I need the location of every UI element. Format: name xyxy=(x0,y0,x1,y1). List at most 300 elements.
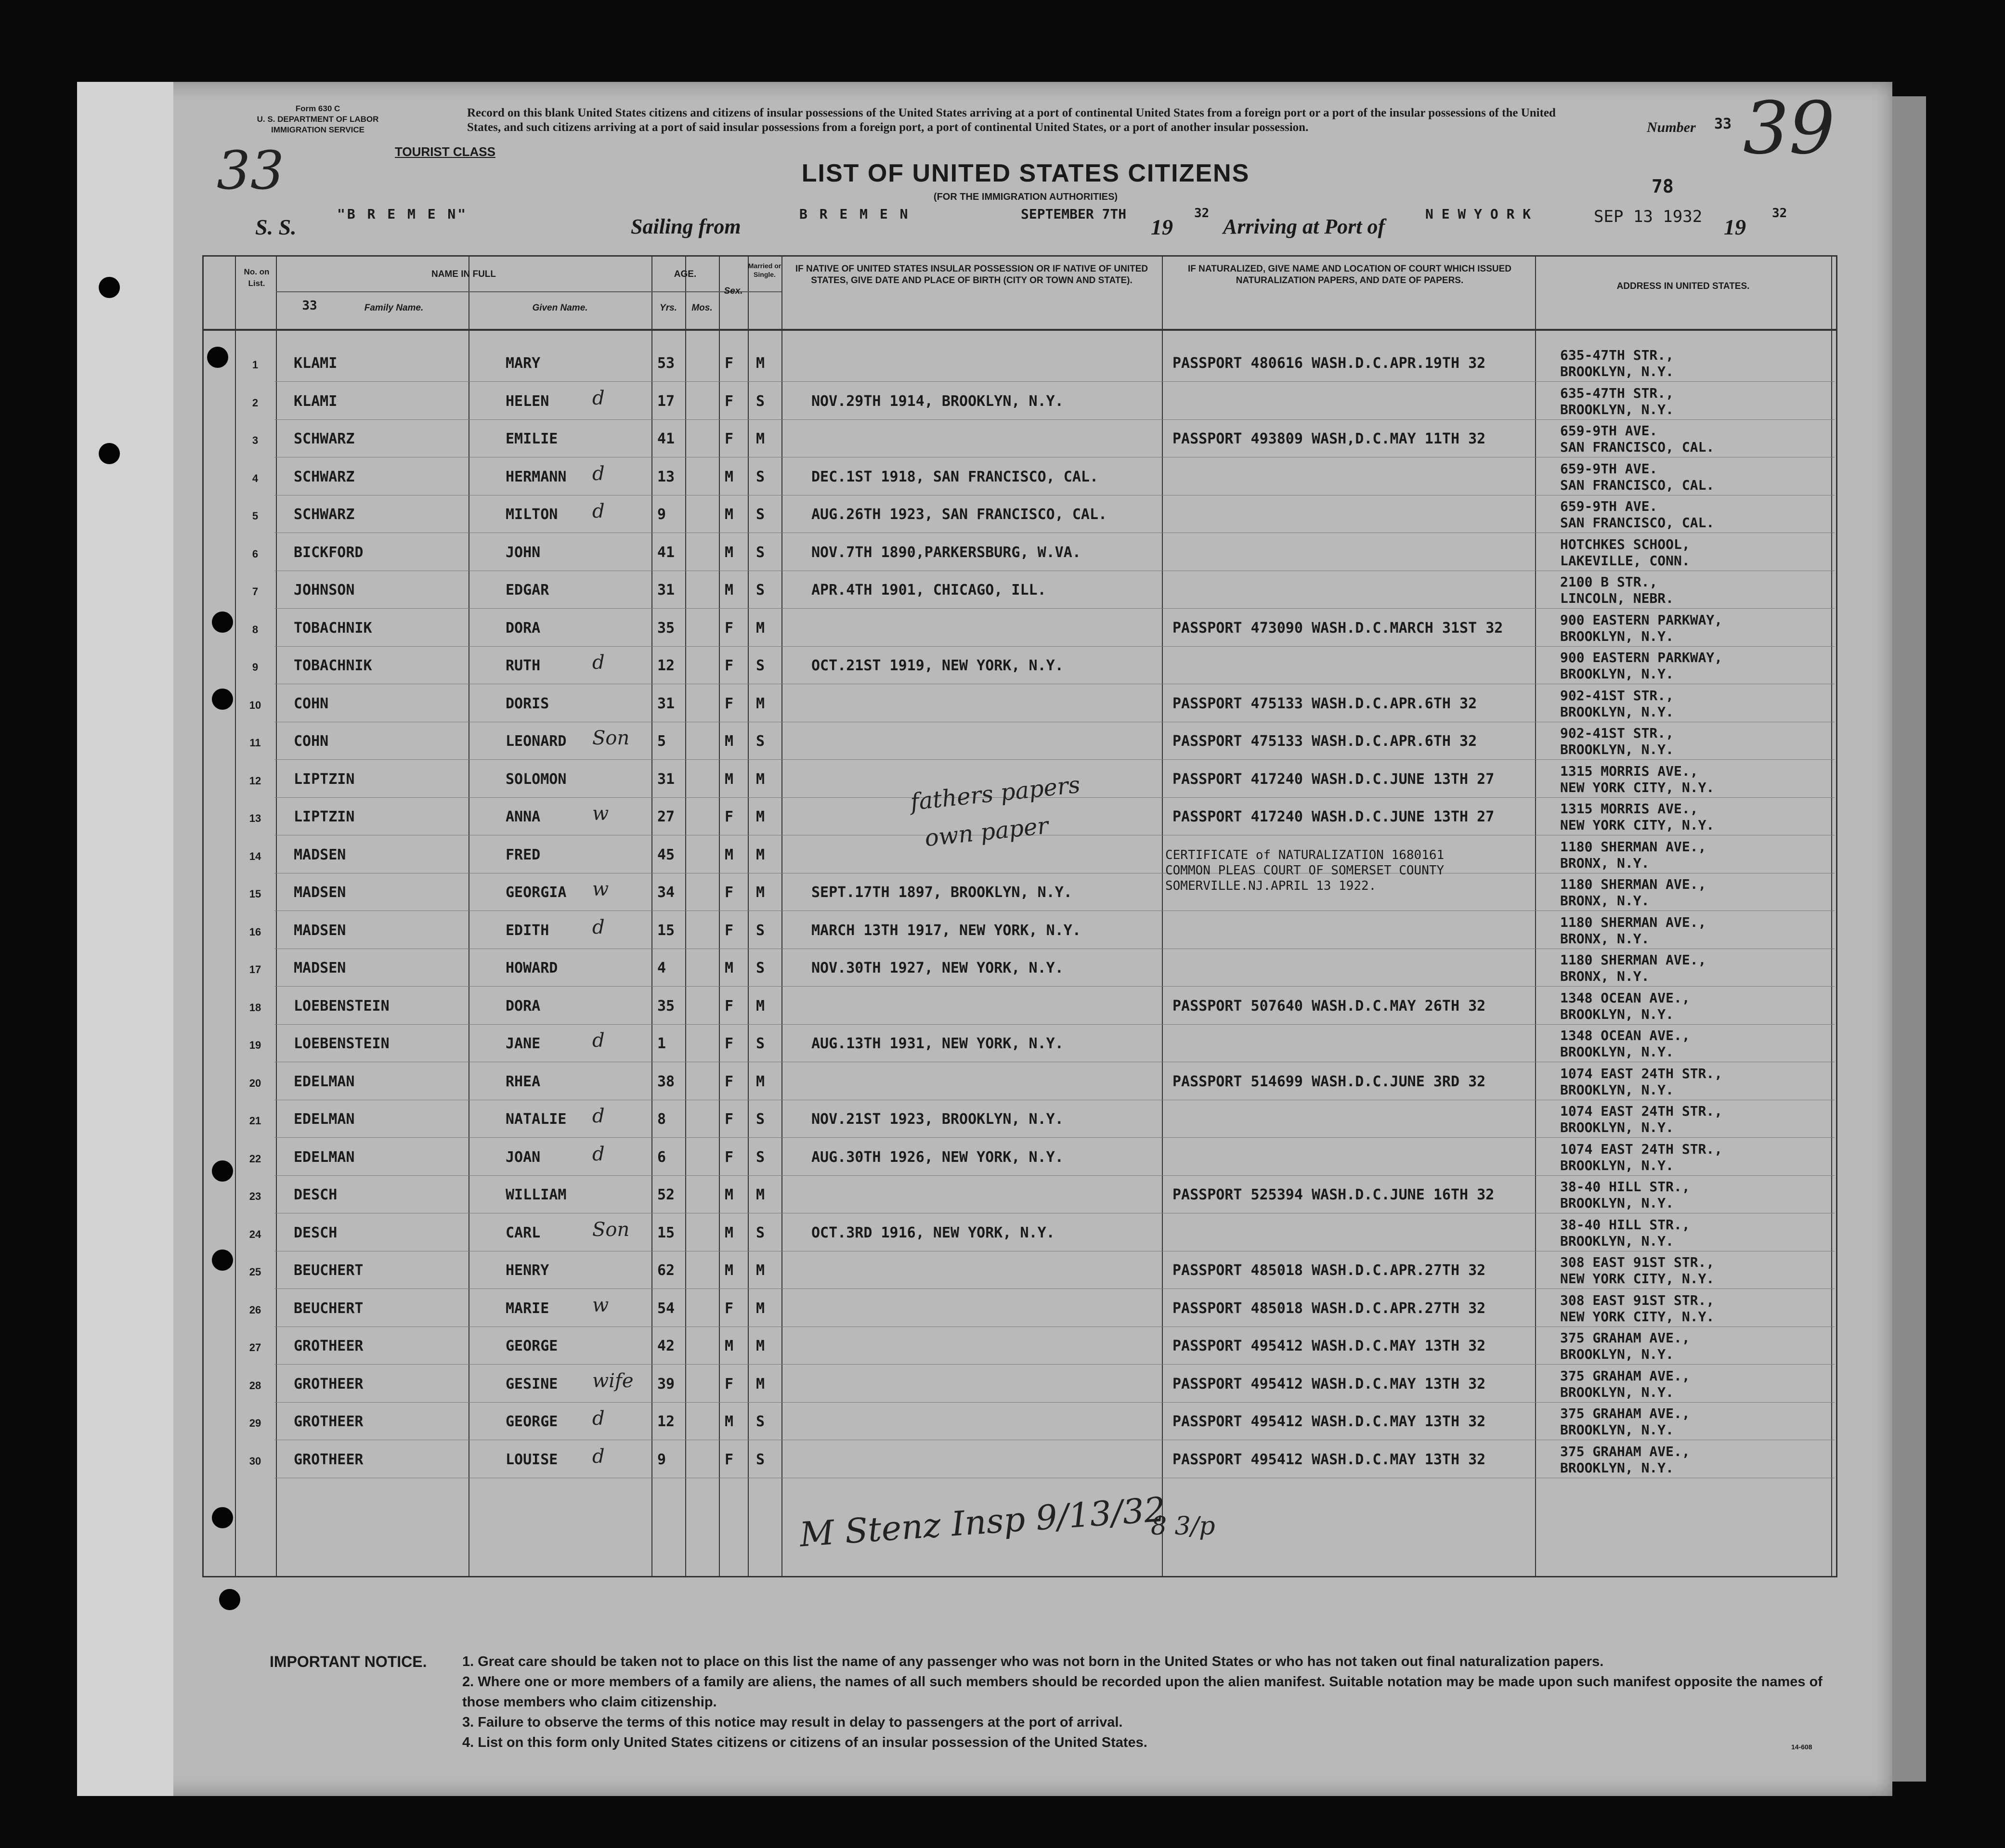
relation-note: d xyxy=(592,462,605,485)
family-name: KLAMI xyxy=(294,355,338,372)
row-number: 4 xyxy=(252,472,259,484)
sex: F xyxy=(725,997,734,1015)
given-name: MARY xyxy=(506,355,541,372)
relation-note: w xyxy=(592,1294,609,1316)
marital-status: M xyxy=(756,430,765,447)
table-row xyxy=(202,1289,1835,1327)
birth-info: AUG.13TH 1931, NEW YORK, N.Y. xyxy=(811,1035,1064,1052)
family-name: DESCH xyxy=(294,1186,338,1203)
sex: M xyxy=(725,582,734,599)
table-row xyxy=(202,1063,1835,1100)
birth-info: OCT.3RD 1916, NEW YORK, N.Y. xyxy=(811,1224,1055,1241)
inspector-signature: M Stenz Insp 9/13/32 xyxy=(798,1489,1167,1555)
row-number: 23 xyxy=(249,1190,261,1202)
table-row xyxy=(202,344,1835,382)
row-number: 9 xyxy=(252,661,259,673)
col-family-prefix: 33 xyxy=(302,299,317,313)
given-name: JANE xyxy=(506,1035,541,1052)
naturalization-info: PASSPORT 493809 WASH,D.C.MAY 11TH 32 xyxy=(1172,430,1486,447)
address: 1348 OCEAN AVE., BROOKLYN, N.Y. xyxy=(1560,989,1690,1022)
age-years: 12 xyxy=(657,1413,675,1430)
given-name: HOWARD xyxy=(506,960,558,976)
handwritten-page-mark: 8 3/p xyxy=(1151,1512,1215,1541)
sex: M xyxy=(725,733,734,750)
sex: F xyxy=(725,1375,734,1393)
relation-note: d xyxy=(592,916,605,938)
row-number: 25 xyxy=(249,1266,261,1278)
age-years: 39 xyxy=(657,1375,675,1393)
sex: M xyxy=(725,1186,734,1203)
naturalization-info: PASSPORT 495412 WASH.D.C.MAY 13TH 32 xyxy=(1172,1451,1486,1468)
col-married: Married or Single. xyxy=(748,262,781,278)
col-naturalized: IF NATURALIZED, GIVE NAME AND LOCATION OF COURT WHICH ISSUED NATURALIZATION PAPERS, AND DATE OF PAPERS. xyxy=(1187,264,1511,286)
naturalization-info: PASSPORT 475133 WASH.D.C.APR.6TH 32 xyxy=(1172,695,1477,712)
row-number: 5 xyxy=(252,510,259,522)
col-given: Given Name. xyxy=(532,303,588,313)
table-row xyxy=(202,534,1835,571)
address: 1180 SHERMAN AVE., BRONX, N.Y. xyxy=(1560,838,1706,871)
row-number: 17 xyxy=(249,963,261,976)
naturalization-info: PASSPORT 514699 WASH.D.C.JUNE 3RD 32 xyxy=(1172,1073,1486,1090)
marital-status: S xyxy=(756,733,765,750)
arriving-label: Arriving at Port of xyxy=(1223,215,1385,238)
given-name: HENRY xyxy=(506,1262,549,1279)
sex: F xyxy=(725,619,734,637)
sex: F xyxy=(725,1148,734,1166)
marital-status: S xyxy=(756,1413,765,1430)
family-name: COHN xyxy=(294,695,329,712)
family-name: TOBACHNIK xyxy=(294,657,372,674)
given-name: WILLIAM xyxy=(506,1186,567,1203)
table-row xyxy=(202,382,1835,420)
given-name: JOAN xyxy=(506,1148,541,1166)
age-years: 12 xyxy=(657,657,675,674)
given-name: RUTH xyxy=(506,657,541,674)
col-age: AGE. xyxy=(674,269,697,279)
relation-note: d xyxy=(592,1105,605,1127)
address: 659-9TH AVE. SAN FRANCISCO, CAL. xyxy=(1560,423,1715,455)
marital-status: M xyxy=(756,884,765,901)
sex: M xyxy=(725,770,734,788)
age-years: 15 xyxy=(657,1224,675,1241)
family-name: GROTHEER xyxy=(294,1338,364,1354)
age-years: 4 xyxy=(657,960,666,976)
col-name: NAME IN FULL xyxy=(431,269,496,279)
family-name: GROTHEER xyxy=(294,1375,364,1393)
age-years: 42 xyxy=(657,1338,675,1354)
marital-status: S xyxy=(756,582,765,599)
table-row xyxy=(202,1138,1835,1176)
number-label: Number xyxy=(1647,119,1696,135)
sex: M xyxy=(725,1224,734,1241)
relation-note: d xyxy=(592,1445,605,1468)
col-no: No. on List. xyxy=(244,267,270,288)
age-years: 27 xyxy=(657,808,675,825)
naturalization-info: PASSPORT 495412 WASH.D.C.MAY 13TH 32 xyxy=(1172,1338,1486,1354)
family-name: DESCH xyxy=(294,1224,338,1241)
col-native: IF NATIVE OF UNITED STATES INSULAR POSSESSION OR IF NATIVE OF UNITED STATES, GIVE DATE AND PLACE OF BIRTH (CITY OR TOWN AND STATE). xyxy=(795,264,1148,286)
marital-status: M xyxy=(756,846,765,863)
family-name: LOEBENSTEIN xyxy=(294,997,390,1015)
row-number: 28 xyxy=(249,1379,261,1392)
notice-list xyxy=(462,1652,1859,1753)
row-number: 10 xyxy=(249,699,261,711)
family-name: SCHWARZ xyxy=(294,506,355,523)
col-family: Family Name. xyxy=(364,303,424,313)
page-number-hand: 39 xyxy=(1743,87,1835,170)
address: 635-47TH STR., BROOKLYN, N.Y. xyxy=(1560,385,1674,417)
family-name: COHN xyxy=(294,733,329,750)
given-name: LOUISE xyxy=(506,1451,558,1468)
table-row xyxy=(202,685,1835,722)
table-row xyxy=(202,1251,1835,1289)
table-row xyxy=(202,1100,1835,1138)
row-number: 19 xyxy=(249,1039,261,1051)
table-row xyxy=(202,420,1835,457)
address: 375 GRAHAM AVE., BROOKLYN, N.Y. xyxy=(1560,1367,1690,1400)
age-years: 35 xyxy=(657,997,675,1015)
marital-status: S xyxy=(756,392,765,410)
birth-info: NOV.7TH 1890,PARKERSBURG, W.VA. xyxy=(811,544,1081,561)
naturalization-info: PASSPORT 480616 WASH.D.C.APR.19TH 32 xyxy=(1172,355,1486,372)
family-name: SCHWARZ xyxy=(294,468,355,485)
given-name: CARL xyxy=(506,1224,541,1241)
sex: F xyxy=(725,695,734,712)
row-number: 6 xyxy=(252,547,259,560)
age-years: 9 xyxy=(657,1451,666,1468)
family-name: BEUCHERT xyxy=(294,1262,364,1279)
sex: F xyxy=(725,1035,734,1052)
age-years: 45 xyxy=(657,846,675,863)
relation-note: d xyxy=(592,387,605,409)
arrival-stamp: SEP 13 1932 xyxy=(1594,207,1703,226)
given-name: JOHN xyxy=(506,544,541,561)
age-years: 38 xyxy=(657,1073,675,1090)
page-title: LIST OF UNITED STATES CITIZENS xyxy=(801,159,1250,187)
address: 900 EASTERN PARKWAY, BROOKLYN, N.Y. xyxy=(1560,650,1723,682)
marital-status: M xyxy=(756,808,765,825)
sex: M xyxy=(725,468,734,485)
address: 902-41ST STR., BROOKLYN, N.Y. xyxy=(1560,725,1674,757)
birth-info: DEC.1ST 1918, SAN FRANCISCO, CAL. xyxy=(811,468,1099,485)
family-name: KLAMI xyxy=(294,392,338,410)
sail-year: 32 xyxy=(1194,206,1210,221)
marital-status: M xyxy=(756,355,765,372)
page-subtitle: (FOR THE IMMIGRATION AUTHORITIES) xyxy=(933,192,1118,202)
family-name: LIPTZIN xyxy=(294,808,355,825)
table-row xyxy=(202,987,1835,1025)
address: 659-9TH AVE. SAN FRANCISCO, CAL. xyxy=(1560,498,1715,531)
sex: M xyxy=(725,1338,734,1354)
age-years: 31 xyxy=(657,770,675,788)
sex: M xyxy=(725,960,734,976)
col-sex: Sex. xyxy=(724,286,743,296)
sailing-label: Sailing from xyxy=(631,215,741,238)
sex: F xyxy=(725,1451,734,1468)
sex: M xyxy=(725,1413,734,1430)
family-name: LIPTZIN xyxy=(294,770,355,788)
marital-status: M xyxy=(756,770,765,788)
row-number: 13 xyxy=(249,812,261,824)
given-name: SOLOMON xyxy=(506,770,567,788)
row-number: 18 xyxy=(249,1001,261,1014)
row-number: 26 xyxy=(249,1303,261,1316)
marital-status: S xyxy=(756,922,765,939)
age-years: 41 xyxy=(657,430,675,447)
family-name: TOBACHNIK xyxy=(294,619,372,637)
age-years: 9 xyxy=(657,506,666,523)
address: 375 GRAHAM AVE., BROOKLYN, N.Y. xyxy=(1560,1406,1690,1438)
address: 375 GRAHAM AVE., BROOKLYN, N.Y. xyxy=(1560,1330,1690,1362)
handwritten-own-papers: own paper xyxy=(923,812,1050,852)
family-name: BICKFORD xyxy=(294,544,364,561)
marital-status: M xyxy=(756,1073,765,1090)
binding-strip xyxy=(77,82,173,1796)
handwritten-fathers-papers: fathers papers xyxy=(909,771,1081,816)
marital-status: M xyxy=(756,1186,765,1203)
family-name: MADSEN xyxy=(294,884,346,901)
age-years: 15 xyxy=(657,922,675,939)
family-name: JOHNSON xyxy=(294,582,355,599)
address: 308 EAST 91ST STR., NEW YORK CITY, N.Y. xyxy=(1560,1292,1715,1325)
row-number: 22 xyxy=(249,1152,261,1165)
table-row xyxy=(202,609,1835,647)
sex: F xyxy=(725,922,734,939)
table-row xyxy=(202,647,1835,684)
row-number: 15 xyxy=(249,888,261,900)
naturalization-info: PASSPORT 485018 WASH.D.C.APR.27TH 32 xyxy=(1172,1262,1486,1279)
sail-date: SEPTEMBER 7TH xyxy=(1021,206,1127,222)
relation-note: d xyxy=(592,651,605,674)
given-name: NATALIE xyxy=(506,1111,567,1128)
stamp-78: 78 xyxy=(1652,176,1674,197)
birth-info: SEPT.17TH 1897, BROOKLYN, N.Y. xyxy=(811,884,1072,901)
given-name: DORA xyxy=(506,997,541,1015)
age-years: 1 xyxy=(657,1035,666,1052)
given-name: MILTON xyxy=(506,506,558,523)
given-name: EMILIE xyxy=(506,430,558,447)
sheet-number-hand: 33 xyxy=(217,140,284,201)
family-name: GROTHEER xyxy=(294,1451,364,1468)
arrival-year: 32 xyxy=(1772,206,1787,221)
given-name: EDGAR xyxy=(506,582,549,599)
given-name: DORIS xyxy=(506,695,549,712)
sex: F xyxy=(725,1073,734,1090)
print-code: 14-608 xyxy=(1791,1743,1812,1751)
age-years: 13 xyxy=(657,468,675,485)
given-name: DORA xyxy=(506,619,541,637)
table-row xyxy=(202,571,1835,609)
address: 375 GRAHAM AVE., BROOKLYN, N.Y. xyxy=(1560,1443,1690,1476)
address: 1180 SHERMAN AVE., BRONX, N.Y. xyxy=(1560,876,1706,909)
row-number: 30 xyxy=(249,1455,261,1467)
marital-status: S xyxy=(756,1224,765,1241)
address: 659-9TH AVE. SAN FRANCISCO, CAL. xyxy=(1560,460,1715,493)
marital-status: S xyxy=(756,1451,765,1468)
sex: M xyxy=(725,544,734,561)
relation-note: w xyxy=(592,803,609,825)
birth-info: OCT.21ST 1919, NEW YORK, N.Y. xyxy=(811,657,1064,674)
col-mos: Mos. xyxy=(691,303,713,313)
address: 1074 EAST 24TH STR., BROOKLYN, N.Y. xyxy=(1560,1065,1723,1098)
naturalization-info: PASSPORT 473090 WASH.D.C.MARCH 31ST 32 xyxy=(1172,619,1503,637)
family-name: GROTHEER xyxy=(294,1413,364,1430)
address: 1180 SHERMAN AVE., BRONX, N.Y. xyxy=(1560,952,1706,984)
row-number: 11 xyxy=(249,737,261,749)
age-years: 17 xyxy=(657,392,675,410)
naturalization-info: PASSPORT 485018 WASH.D.C.APR.27TH 32 xyxy=(1172,1300,1486,1317)
family-name: LOEBENSTEIN xyxy=(294,1035,390,1052)
naturalization-info: PASSPORT 417240 WASH.D.C.JUNE 13TH 27 xyxy=(1172,808,1495,825)
class-label: TOURIST CLASS xyxy=(395,144,495,159)
sex: F xyxy=(725,884,734,901)
table-row xyxy=(202,1441,1835,1478)
naturalization-info: PASSPORT 525394 WASH.D.C.JUNE 16TH 32 xyxy=(1172,1186,1495,1203)
table-row xyxy=(202,1365,1835,1403)
row-number: 27 xyxy=(249,1341,261,1353)
table-row xyxy=(202,911,1835,949)
marital-status: S xyxy=(756,1148,765,1166)
row-number: 12 xyxy=(249,774,261,787)
table-row xyxy=(202,1025,1835,1062)
col-address: ADDRESS IN UNITED STATES. xyxy=(1616,281,1750,291)
birth-info: NOV.21ST 1923, BROOKLYN, N.Y. xyxy=(811,1111,1064,1128)
family-name: SCHWARZ xyxy=(294,430,355,447)
family-name: MADSEN xyxy=(294,846,346,863)
relation-note: d xyxy=(592,1143,605,1165)
age-years: 54 xyxy=(657,1300,675,1317)
relation-note: wife xyxy=(592,1369,634,1392)
madsen-certificate: CERTIFICATE of NATURALIZATION 1680161 COMMON PLEAS COURT OF SOMERSET COUNTY SOMERVILLE.NJ.APRIL 13 1922. xyxy=(1165,848,1445,893)
birth-info: AUG.26TH 1923, SAN FRANCISCO, CAL. xyxy=(811,506,1107,523)
address: 38-40 HILL STR., BROOKLYN, N.Y. xyxy=(1560,1179,1690,1211)
age-years: 8 xyxy=(657,1111,666,1128)
age-years: 34 xyxy=(657,884,675,901)
naturalization-info: PASSPORT 495412 WASH.D.C.MAY 13TH 32 xyxy=(1172,1375,1486,1393)
sex: F xyxy=(725,808,734,825)
marital-status: S xyxy=(756,468,765,485)
naturalization-info: PASSPORT 475133 WASH.D.C.APR.6TH 32 xyxy=(1172,733,1477,750)
marital-status: M xyxy=(756,1300,765,1317)
table-row xyxy=(202,458,1835,495)
given-name: MARIE xyxy=(506,1300,549,1317)
address: HOTCHKES SCHOOL, LAKEVILLE, CONN. xyxy=(1560,536,1690,569)
birth-info: AUG.30TH 1926, NEW YORK, N.Y. xyxy=(811,1148,1064,1166)
sex: F xyxy=(725,1111,734,1128)
table-row xyxy=(202,873,1835,911)
address: 1315 MORRIS AVE., NEW YORK CITY, N.Y. xyxy=(1560,763,1715,795)
marital-status: S xyxy=(756,544,765,561)
row-number: 3 xyxy=(252,434,259,446)
given-name: GEORGE xyxy=(506,1338,558,1354)
age-years: 52 xyxy=(657,1186,675,1203)
notice-item: 4. List on this form only United States citizens or citizens of an insular possession of the United States. xyxy=(462,1735,1147,1750)
given-name: GEORGIA xyxy=(506,884,567,901)
address: 1074 EAST 24TH STR., BROOKLYN, N.Y. xyxy=(1560,1103,1723,1135)
given-name: HELEN xyxy=(506,392,549,410)
address: 2100 B STR., LINCOLN, NEBR. xyxy=(1560,574,1674,606)
row-number: 21 xyxy=(249,1115,261,1127)
table-row xyxy=(202,1214,1835,1251)
relation-note: d xyxy=(592,500,605,522)
marital-status: S xyxy=(756,1111,765,1128)
punch-hole xyxy=(219,1589,240,1610)
birth-info: NOV.29TH 1914, BROOKLYN, N.Y. xyxy=(811,392,1064,410)
age-years: 41 xyxy=(657,544,675,561)
naturalization-info: PASSPORT 417240 WASH.D.C.JUNE 13TH 27 xyxy=(1172,770,1495,788)
family-name: MADSEN xyxy=(294,922,346,939)
page-edge xyxy=(1892,96,1926,1782)
marital-status: S xyxy=(756,1035,765,1052)
form-info: Form 630 C U. S. DEPARTMENT OF LABOR IMMIGRATION SERVICE xyxy=(257,104,379,134)
sex: F xyxy=(725,1300,734,1317)
family-name: EDELMAN xyxy=(294,1111,355,1128)
relation-note: d xyxy=(592,1029,605,1052)
table-row xyxy=(202,495,1835,533)
naturalization-info: PASSPORT 507640 WASH.D.C.MAY 26TH 32 xyxy=(1172,997,1486,1015)
relation-note: d xyxy=(592,1407,605,1430)
given-name: ANNA xyxy=(506,808,541,825)
age-years: 31 xyxy=(657,695,675,712)
given-name: GEORGE xyxy=(506,1413,558,1430)
number-value: 33 xyxy=(1714,116,1732,132)
family-name: BEUCHERT xyxy=(294,1300,364,1317)
relation-note: Son xyxy=(592,727,630,749)
year-prefix: 19 xyxy=(1724,215,1746,239)
family-name: EDELMAN xyxy=(294,1148,355,1166)
given-name: RHEA xyxy=(506,1073,541,1090)
given-name: EDITH xyxy=(506,922,549,939)
punch-hole xyxy=(99,277,120,298)
sex: F xyxy=(725,657,734,674)
age-years: 53 xyxy=(657,355,675,372)
age-years: 62 xyxy=(657,1262,675,1279)
row-number: 16 xyxy=(249,925,261,938)
address: 38-40 HILL STR., BROOKLYN, N.Y. xyxy=(1560,1216,1690,1249)
birth-info: NOV.30TH 1927, NEW YORK, N.Y. xyxy=(811,960,1064,976)
punch-hole xyxy=(99,443,120,464)
address: 1180 SHERMAN AVE., BRONX, N.Y. xyxy=(1560,914,1706,947)
notice-item: 3. Failure to observe the terms of this notice may result in delay to passengers at the port of arrival. xyxy=(462,1715,1123,1730)
given-name: LEONARD xyxy=(506,733,567,750)
given-name: HERMANN xyxy=(506,468,567,485)
instructions: Record on this blank United States citizens and citizens of insular possessions of the United States arriving at a port of continental United States from a foreign port or a port of the insular possessions of the United States, and such citizens arriving at a port of said insular possessions from a foreign port, a port of continental United States, or a port of another insular possession. xyxy=(467,106,1556,134)
age-years: 5 xyxy=(657,733,666,750)
address: 900 EASTERN PARKWAY, BROOKLYN, N.Y. xyxy=(1560,612,1723,644)
marital-status: M xyxy=(756,1375,765,1393)
marital-status: M xyxy=(756,695,765,712)
marital-status: S xyxy=(756,960,765,976)
row-number: 24 xyxy=(249,1228,261,1240)
ship-name: "B R E M E N" xyxy=(337,206,468,222)
sex: M xyxy=(725,506,734,523)
notice-label: IMPORTANT NOTICE. xyxy=(270,1653,427,1670)
given-name: FRED xyxy=(506,846,541,863)
marital-status: M xyxy=(756,1338,765,1354)
table-row xyxy=(202,949,1835,987)
birth-info: MARCH 13TH 1917, NEW YORK, N.Y. xyxy=(811,922,1081,939)
sex: F xyxy=(725,392,734,410)
family-name: MADSEN xyxy=(294,960,346,976)
sex: M xyxy=(725,1262,734,1279)
address: 1074 EAST 24TH STR., BROOKLYN, N.Y. xyxy=(1560,1141,1723,1173)
marital-status: S xyxy=(756,506,765,523)
marital-status: S xyxy=(756,657,765,674)
address: 902-41ST STR., BROOKLYN, N.Y. xyxy=(1560,687,1674,720)
given-name: GESINE xyxy=(506,1375,558,1393)
address: 308 EAST 91ST STR., NEW YORK CITY, N.Y. xyxy=(1560,1254,1715,1287)
sex: M xyxy=(725,846,734,863)
